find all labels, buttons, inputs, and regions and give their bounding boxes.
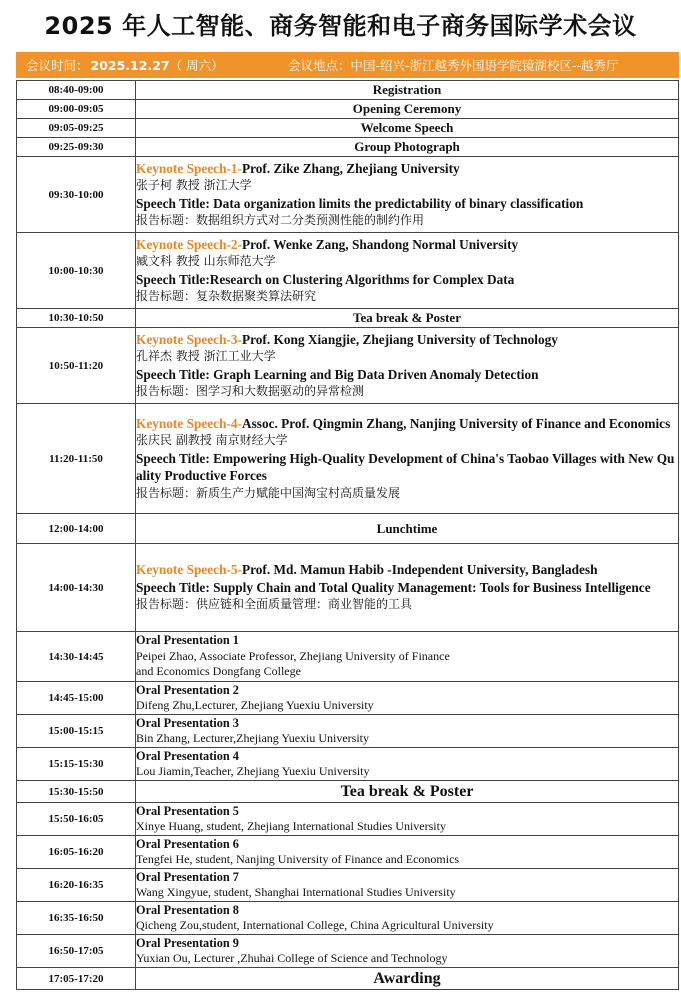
keynote-row (17, 404, 679, 514)
oral-cell (136, 869, 679, 902)
report-title: 报告标题：新质生产力赋能中国淘宝村高质量发展 (136, 485, 401, 500)
schedule-row (17, 100, 679, 119)
time-cell: 15:30-15:50 (17, 781, 136, 803)
oral-cell (136, 715, 679, 748)
oral-row (17, 803, 679, 836)
keynote-label: Keynote Speech-1- (136, 160, 242, 176)
event-cell: Tea break & Poster (136, 309, 679, 328)
time-cell: 15:50-16:05 (17, 803, 136, 836)
oral-title: Oral Presentation 7 (136, 869, 239, 884)
keynote-row (17, 544, 679, 632)
time-cell: 10:50-11:20 (17, 328, 136, 404)
oral-title: Oral Presentation 2 (136, 682, 239, 697)
conference-info-bar (16, 52, 679, 78)
time-cell: 09:00-09:05 (17, 100, 136, 119)
oral-presenter: Bin Zhang, Lecturer,Zhejiang Yuexiu University (136, 731, 370, 745)
report-title: 报告标题：复杂数据聚类算法研究 (136, 289, 317, 303)
oral-row (17, 632, 679, 682)
speech-title: Speech Title:Research on Clustering Algorithms for Complex Data (136, 271, 515, 287)
oral-row (17, 869, 679, 902)
time-cell: 09:30-10:00 (17, 157, 136, 233)
oral-cell (136, 902, 679, 935)
oral-presenter-cont: and Economics Dongfang College (136, 664, 301, 679)
time-cell: 16:35-16:50 (17, 902, 136, 935)
schedule-row (17, 119, 679, 138)
time-cell: 14:45-15:00 (17, 682, 136, 715)
keynote-label: Keynote Speech-5- (136, 562, 242, 578)
keynote-speaker-cn: 张子柯 教授 浙江大学 (136, 178, 252, 192)
oral-cell (136, 632, 679, 682)
oral-row (17, 682, 679, 715)
event-cell: Group Photograph (136, 138, 679, 157)
oral-row (17, 935, 679, 968)
oral-title: Oral Presentation 1 (136, 633, 239, 648)
report-title: 报告标题：数据组织方式对二分类预测性能的制约作用 (136, 213, 425, 227)
time-cell: 08:40-09:00 (17, 81, 136, 100)
time-cell: 12:00-14:00 (17, 514, 136, 544)
schedule-row (17, 309, 679, 328)
oral-presenter: Xinye Huang, student, Zhejiang International Studies University (136, 819, 446, 833)
time-cell: 10:00-10:30 (17, 233, 136, 309)
page-title: 2025 年人工智能、商务智能和电子商务国际学术会议 (44, 12, 637, 40)
time-cell: 16:05-16:20 (17, 836, 136, 869)
oral-cell (136, 836, 679, 869)
oral-presenter: Lou Jiamin,Teacher, Zhejiang Yuexiu University (136, 764, 370, 778)
event-cell: Tea break & Poster (136, 781, 679, 803)
speech-title: Speech Title: Graph Learning and Big Data Driven Anomaly Detection (136, 366, 539, 382)
conference-weekday: （ 周六） (169, 58, 224, 73)
oral-cell (136, 803, 679, 836)
keynote-row (17, 328, 679, 404)
time-cell: 09:05-09:25 (17, 119, 136, 138)
keynote-speaker: Prof. Zike Zhang, Zhejiang University (242, 160, 460, 176)
keynote-speaker-cn: 孔祥杰 教授 浙江工业大学 (136, 349, 276, 363)
oral-row (17, 836, 679, 869)
oral-title: Oral Presentation 8 (136, 902, 239, 917)
keynote-speaker: Prof. Wenke Zang, Shandong Normal University (242, 236, 519, 252)
oral-presenter: Wang Xingyue, student, Shanghai International Studies University (136, 885, 456, 899)
speech-title: Speech Title: Supply Chain and Total Quality Management: Tools for Business Intelligence (136, 579, 651, 595)
time-cell: 17:05-17:20 (17, 968, 136, 990)
keynote-speaker: Prof. Kong Xiangjie, Zhejiang University of Technology (242, 331, 558, 347)
oral-title: Oral Presentation 3 (136, 715, 239, 730)
keynote-row (17, 157, 679, 233)
time-cell: 09:25-09:30 (17, 138, 136, 157)
keynote-speaker-cn: 臧文科 教授 山东师范大学 (136, 254, 276, 268)
time-cell: 15:15-15:30 (17, 748, 136, 781)
conference-date: 2025.12.27 (90, 57, 170, 73)
keynote-speaker-cn: 张庆民 副教授 南京财经大学 (136, 433, 288, 448)
oral-presenter: Tengfei He, student, Nanjing University of Finance and Economics (136, 852, 460, 866)
time-cell: 16:50-17:05 (17, 935, 136, 968)
keynote-label: Keynote Speech-2- (136, 236, 242, 252)
keynote-label: Keynote Speech-3- (136, 331, 242, 347)
time-cell: 14:00-14:30 (17, 544, 136, 632)
oral-row (17, 902, 679, 935)
speech-title: Speech Title: Empowering High-Quality Development of China's Taobao Villages with New Quality Productive Forces (136, 450, 675, 484)
oral-cell (136, 682, 679, 715)
keynote-cell (136, 328, 679, 404)
oral-title: Oral Presentation 6 (136, 836, 239, 851)
keynote-cell (136, 157, 679, 233)
time-cell: 11:20-11:50 (17, 404, 136, 514)
schedule-row (17, 138, 679, 157)
oral-title: Oral Presentation 4 (136, 748, 239, 763)
event-cell: Welcome Speech (136, 119, 679, 138)
keynote-row (17, 233, 679, 309)
oral-presenter: Qicheng Zou,student, International College, China Agricultural University (136, 918, 494, 932)
oral-cell (136, 748, 679, 781)
keynote-cell (136, 544, 679, 632)
oral-presenter: Difeng Zhu,Lecturer, Zhejiang Yuexiu University (136, 698, 374, 712)
keynote-cell (136, 404, 679, 514)
event-cell: Lunchtime (136, 514, 679, 544)
oral-presenter: Yuxian Ou, Lecturer ,Zhuhai College of Science and Technology (136, 951, 448, 965)
conference-venue: 会议地点：中国-绍兴-浙江越秀外国语学院镜湖校区--越秀厅 (288, 58, 619, 73)
report-title: 报告标题：图学习和大数据驱动的异常检测 (136, 384, 365, 398)
oral-presenter: Peipei Zhao, Associate Professor, Zhejiang University of Finance (136, 648, 450, 663)
oral-row (17, 715, 679, 748)
oral-title: Oral Presentation 5 (136, 803, 239, 818)
time-cell: 16:20-16:35 (17, 869, 136, 902)
keynote-speaker: Assoc. Prof. Qingmin Zhang, Nanjing University of Finance and Economics (242, 415, 671, 431)
keynote-cell (136, 233, 679, 309)
event-cell: Awarding (136, 968, 679, 990)
schedule-row (17, 81, 679, 100)
schedule-row (17, 781, 679, 803)
oral-row (17, 748, 679, 781)
event-cell: Registration (136, 81, 679, 100)
time-cell: 14:30-14:45 (17, 632, 136, 682)
schedule-row (17, 514, 679, 544)
schedule-table (16, 80, 679, 990)
time-label: 会议时间： (26, 58, 89, 73)
oral-title: Oral Presentation 9 (136, 935, 239, 950)
schedule-row (17, 968, 679, 990)
report-title: 报告标题：供应链和全面质量管理：商业智能的工具 (136, 597, 413, 612)
speech-title: Speech Title: Data organization limits the predictability of binary classification (136, 195, 584, 211)
oral-cell (136, 935, 679, 968)
time-cell: 10:30-10:50 (17, 309, 136, 328)
time-cell: 15:00-15:15 (17, 715, 136, 748)
event-cell: Opening Ceremony (136, 100, 679, 119)
keynote-speaker: Prof. Md. Mamun Habib -Independent University, Bangladesh (242, 562, 598, 578)
keynote-label: Keynote Speech-4- (136, 415, 242, 431)
